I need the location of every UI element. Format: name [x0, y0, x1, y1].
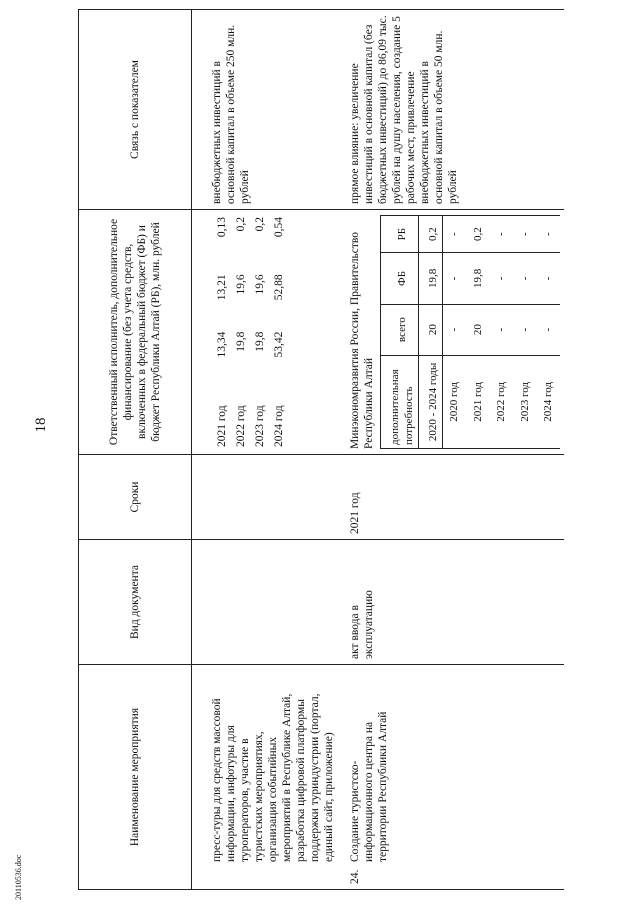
row2-indicator: прямое влияние: увеличение инвестиций в основной капитал (без бюджетных инвестиций) до 86,09 тыс. рублей на душу населения, создание 5 рабочих мест, привлечение внебюджетных инвестиций в основной капитал в объеме 50 млн. рублей	[340, 10, 564, 210]
header-terms: Сроки	[79, 455, 192, 540]
funding-line: 2023 год 19,8 19,6 0,2	[254, 217, 267, 447]
page-number: 18	[33, 417, 49, 433]
rotated-table-wrapper	[78, 10, 598, 890]
funding-subtable-row: 2020 год - - -	[443, 216, 467, 449]
measures-table	[78, 9, 564, 890]
row2-funding	[340, 210, 564, 455]
header-doc-type: Вид документа	[79, 540, 192, 665]
funding-subtable-row: 2021 год 20 19,8 0,2	[467, 216, 490, 449]
funding-subtable-row: 2020 - 2024 годы 20 19,8 0,2	[418, 216, 442, 449]
funding-subtable	[380, 215, 560, 449]
row1-name-cell	[192, 665, 341, 890]
row1-doc-type	[192, 540, 341, 665]
funding-subtable-row: 2023 год - - -	[514, 216, 537, 449]
funding-subtable-header: дополнительная потребность всего ФБ РБ	[381, 216, 419, 449]
row2-executor: Минэкономразвития России, Правительство Республики Алтай	[349, 231, 376, 449]
funding-subtable-row: 2022 год - - -	[490, 216, 513, 449]
row1-terms	[192, 455, 341, 540]
header-row	[79, 10, 192, 890]
header-indicator: Связь с показателем	[79, 10, 192, 210]
row2-doc-type: акт ввода в эксплуатацию	[340, 540, 564, 665]
table-row	[192, 10, 341, 890]
funding-line: 2021 год 13,34 13,21 0,13	[216, 217, 228, 447]
row2-number: 24.	[349, 869, 362, 884]
row2-name-cell	[340, 665, 564, 890]
header-executor: Ответственный исполнитель, дополнительное финансирование (без учета средств, включенных в федеральный бюджет (ФБ) и бюджет Республики Алтай (РБ), млн. рублей	[79, 210, 192, 455]
funding-line: 2022 год 19,8 19,6 0,2	[235, 217, 248, 447]
funding-subtable-row: 2024 год - - -	[537, 216, 560, 449]
document-id: 20110536.doc	[14, 854, 23, 900]
row1-name: пресс-туры для средств массовой информации, инфотуры для туроператоров, участие в туристских мероприятиях, организация событийных мероприятий в Республике Алтай, разработка цифровой платформы поддержки туриндустрии (портал, единый сайт, приложение)	[211, 693, 336, 862]
row2-name: Создание туристско-информационного центра на территории Республики Алтай	[349, 711, 390, 862]
row1-funding	[192, 210, 341, 455]
row1-indicator: внебюджетных инвестиций в основной капитал в объеме 250 млн. рублей	[192, 10, 341, 210]
funding-line: 2024 год 53,42 52,88 0,54	[273, 217, 286, 447]
table-row	[340, 10, 564, 890]
header-name: Наименование мероприятия	[79, 665, 192, 890]
row2-terms: 2021 год	[340, 455, 564, 540]
